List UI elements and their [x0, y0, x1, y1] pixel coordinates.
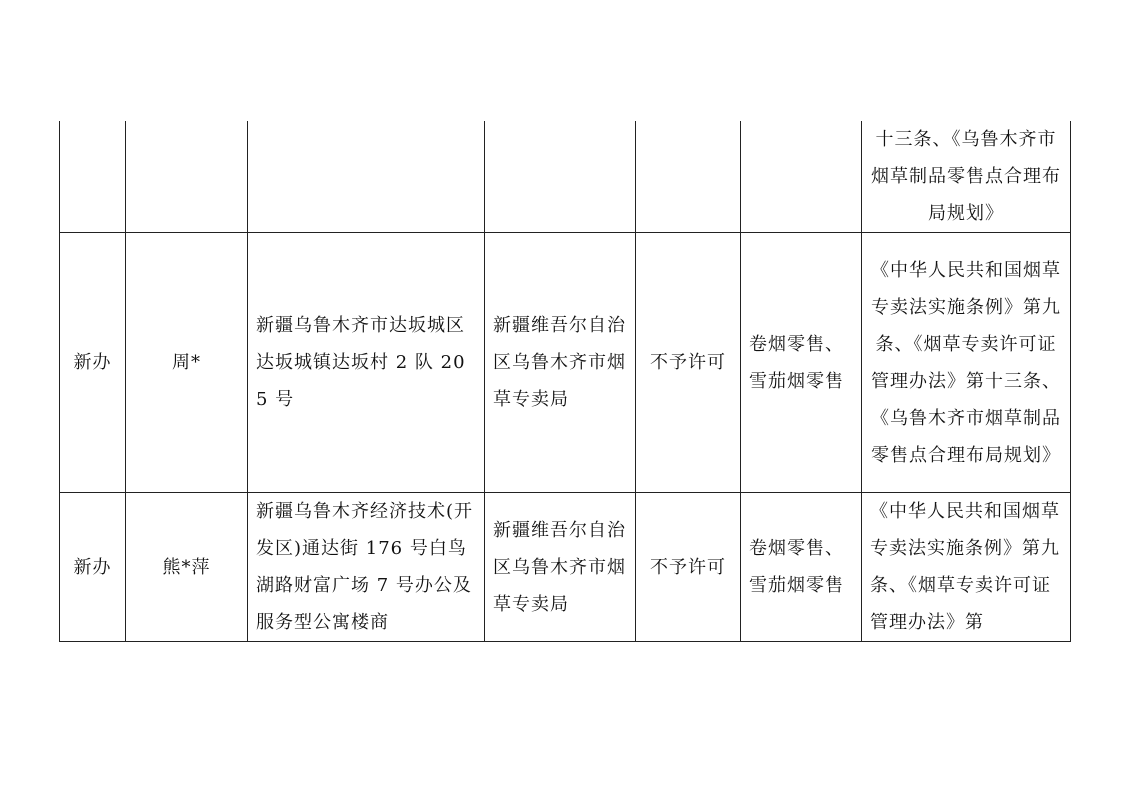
scope-cell — [741, 121, 862, 233]
table-row — [60, 233, 1071, 493]
basis-cell: 《中华人民共和国烟草专卖法实施条例》第九条、《烟草专卖许可证管理办法》第十三条、《乌鲁木齐市烟草制品零售点合理布局规划》 — [862, 233, 1071, 493]
name-cell: 周* — [126, 233, 248, 493]
decision-cell: 不予许可 — [636, 233, 741, 493]
scope-cell: 卷烟零售、雪茄烟零售 — [741, 493, 862, 642]
decision-cell — [636, 121, 741, 233]
type-cell: 新办 — [60, 493, 126, 642]
decision-table — [59, 121, 1071, 642]
address-cell: 新疆乌鲁木齐市达坂城区达坂城镇达坂村 2 队 205 号 — [248, 233, 485, 493]
authority-cell: 新疆维吾尔自治区乌鲁木齐市烟草专卖局 — [485, 233, 636, 493]
basis-cell: 《中华人民共和国烟草专卖法实施条例》第九条、《烟草专卖许可证管理办法》第 — [862, 493, 1071, 642]
table-row — [60, 121, 1071, 233]
type-cell — [60, 121, 126, 233]
authority-cell: 新疆维吾尔自治区乌鲁木齐市烟草专卖局 — [485, 493, 636, 642]
address-cell — [248, 121, 485, 233]
decision-cell: 不予许可 — [636, 493, 741, 642]
basis-cell: 十三条、《乌鲁木齐市烟草制品零售点合理布局规划》 — [862, 121, 1071, 233]
name-cell: 熊*萍 — [126, 493, 248, 642]
table-row — [60, 493, 1071, 642]
type-cell: 新办 — [60, 233, 126, 493]
address-cell: 新疆乌鲁木齐经济技术(开发区)通达街 176 号白鸟湖路财富广场 7 号办公及服务型公寓楼商 — [248, 493, 485, 642]
scope-cell: 卷烟零售、雪茄烟零售 — [741, 233, 862, 493]
authority-cell — [485, 121, 636, 233]
name-cell — [126, 121, 248, 233]
